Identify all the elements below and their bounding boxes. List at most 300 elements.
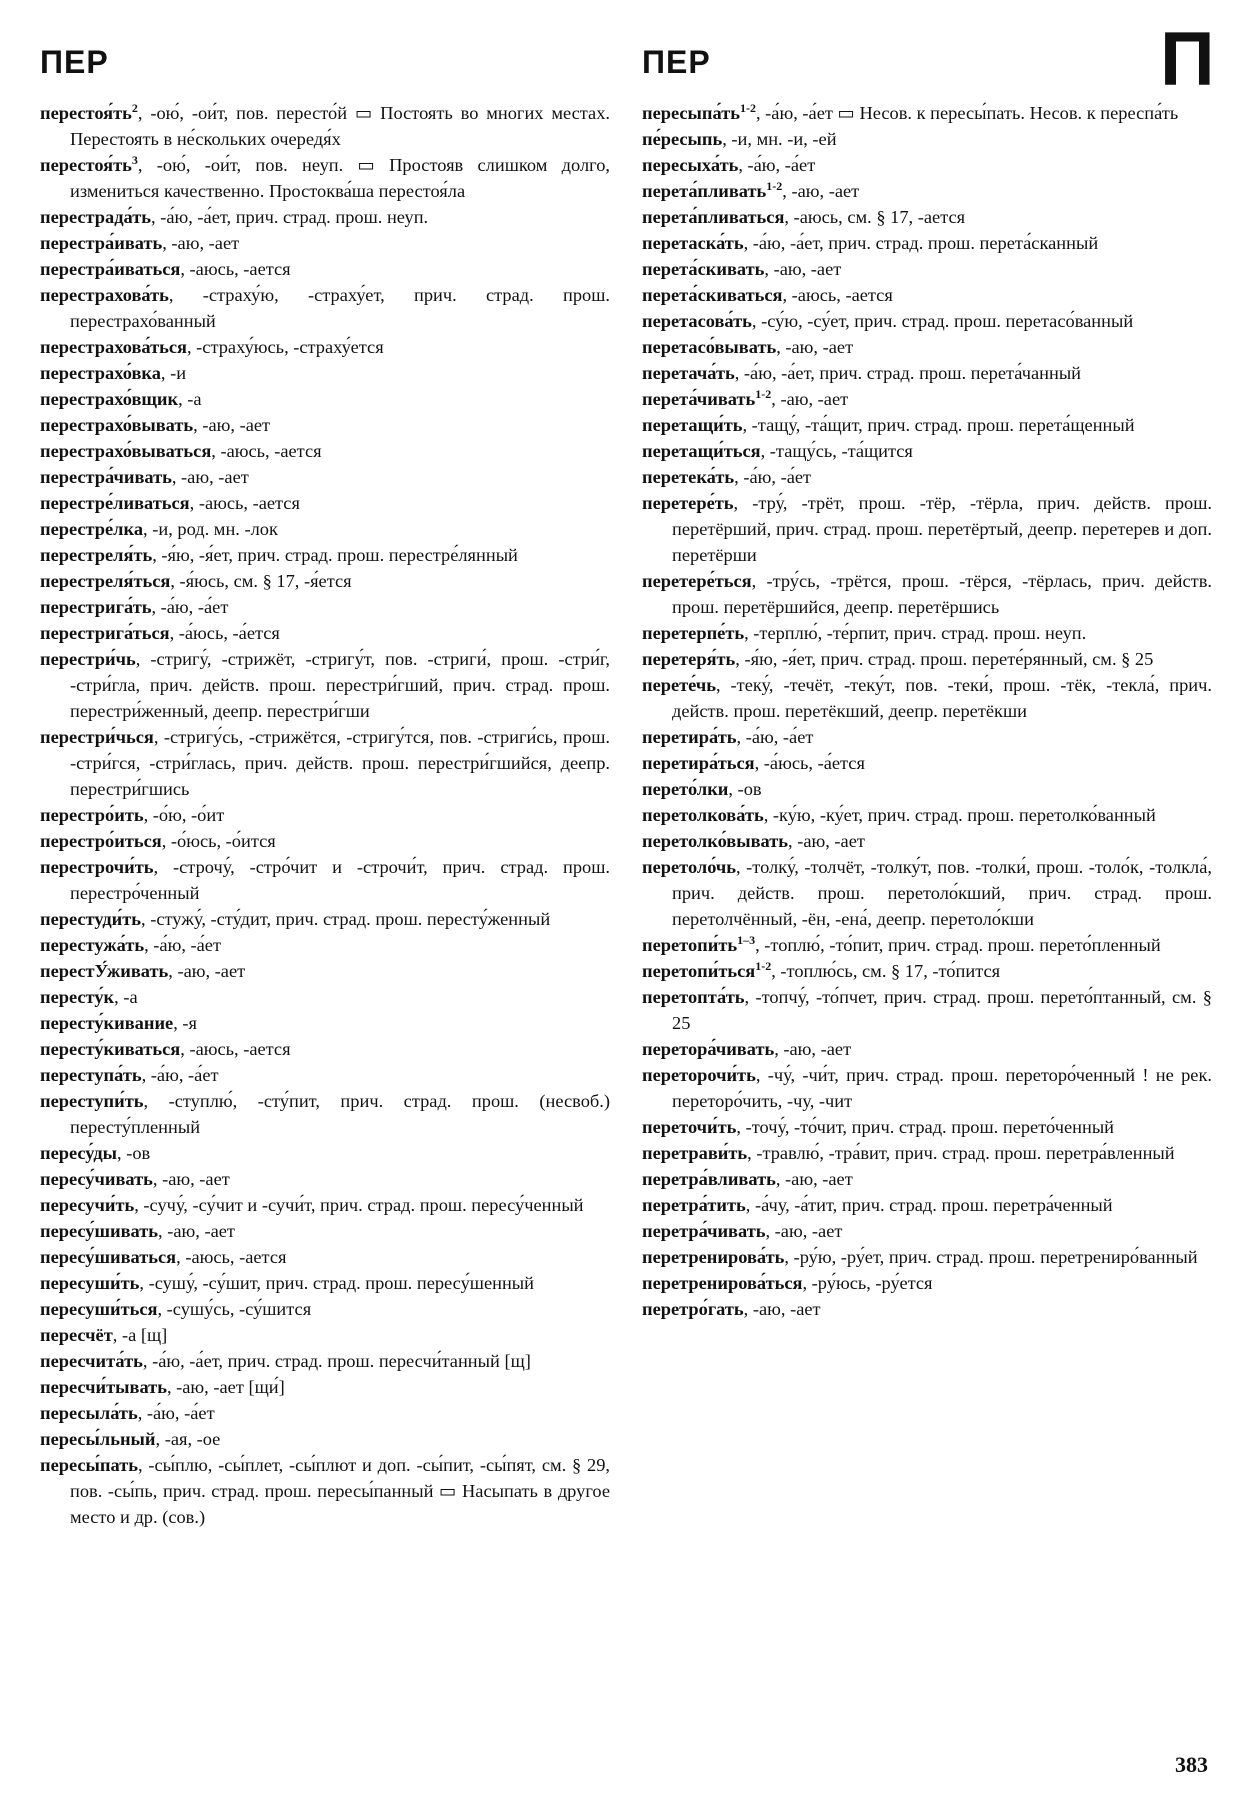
headword-text: перетека́ть [642, 467, 735, 487]
dictionary-entry [40, 646, 610, 724]
entry-body: , -аю, -ает [771, 389, 849, 409]
headword-text: перетренирова́ться [642, 1273, 803, 1293]
dictionary-entry [642, 1270, 1212, 1296]
dictionary-entry [40, 828, 610, 854]
dictionary-entry [642, 230, 1212, 256]
headword-text: перестрига́ть [40, 597, 152, 617]
entry-headword [40, 623, 170, 643]
dictionary-entry [642, 360, 1212, 386]
entry-body: , -аю, -ает [788, 831, 865, 851]
section-letter: П [1160, 17, 1215, 102]
dictionary-entry [40, 1062, 610, 1088]
dictionary-entry [40, 568, 610, 594]
dictionary-entry [642, 958, 1212, 984]
dictionary-entry [642, 256, 1212, 282]
dictionary-entry [642, 412, 1212, 438]
entry-body: , -аю, -ает [193, 415, 271, 435]
dictionary-entry [40, 802, 610, 828]
headword-text: перестри́чься [40, 727, 154, 747]
entry-headword [642, 415, 742, 435]
dictionary-entry [40, 100, 610, 152]
entry-headword [40, 493, 190, 513]
homonym-index: 2 [131, 100, 138, 115]
entry-headword [642, 958, 772, 981]
headword-text: перетащи́ться [642, 441, 761, 461]
entry-headword [40, 415, 193, 435]
entry-body: , -ку́ю, -ку́ет, прич. страд. прош. перетолко́ванный [763, 805, 1156, 825]
entry-headword [642, 1273, 802, 1293]
dictionary-entry [40, 360, 610, 386]
entry-headword [642, 311, 752, 331]
entry-body: , -я́ю, -я́ет, прич. страд. прош. перете́рянный, см. § 25 [735, 649, 1154, 669]
entry-body: , -и, род. мн. -лок [143, 519, 278, 539]
entry-body: , -ов [728, 779, 762, 799]
headword-text: переторочи́ть [642, 1065, 756, 1085]
headword-text: перетра́тить [642, 1195, 746, 1215]
page-number: 383 [1175, 1752, 1208, 1777]
headword-text: пересуши́ться [40, 1299, 158, 1319]
entry-headword [40, 1039, 180, 1059]
dictionary-entry [642, 646, 1212, 672]
dictionary-entry [642, 490, 1212, 568]
headword-text: перестрада́ть [40, 207, 151, 227]
entry-body: , -сушу́сь, -су́шится [157, 1299, 312, 1319]
entry-body: , -тащу́сь, -та́щится [760, 441, 913, 461]
entry-body: , -ов [117, 1143, 151, 1163]
headword-text: пересчёт [40, 1325, 113, 1345]
dictionary-entry [642, 438, 1212, 464]
entry-body: , -ру́ю, -ру́ет, прич. страд. прош. перетрениро́ванный [784, 1247, 1198, 1267]
entry-body: , -сушу́, -су́шит, прич. страд. прош. пересу́шенный [139, 1273, 534, 1293]
entry-body: , -тру́сь, -трётся, прош. -тёрся, -тёрлась, прич. действ. прош. перетёршийся, деепр. перетёршись [672, 571, 1212, 617]
dictionary-entry [40, 1140, 610, 1166]
entry-body: , -ру́юсь, -ру́ется [802, 1273, 933, 1293]
entry-body: , -чу́, -чи́т, прич. страд. прош. переторо́ченный ! не рек. переторо́чить, -чу, -чит [672, 1065, 1212, 1111]
headword-text: пересу́чивать [40, 1169, 153, 1189]
entry-headword [642, 1117, 736, 1137]
entry-body: , -сучу́, -су́чит и -сучи́т, прич. страд. прош. пересу́ченный [134, 1195, 584, 1215]
entry-headword [40, 805, 144, 825]
headword-text: перета́чивать [642, 389, 756, 409]
headword-text: перетора́чивать [642, 1039, 775, 1059]
entry-body: , -сы́плю, -сы́плет, -сы́плют и доп. -сы́пит, -сы́пят, см. § 29, пов. -сы́пь, прич. страд. прош. пересы́панный ▭ Насыпать в другое место и др. (сов.) [70, 1455, 610, 1527]
entry-headword [40, 285, 169, 305]
headword-text: перетасо́вывать [642, 337, 777, 357]
headword-text: перестра́иваться [40, 259, 181, 279]
dictionary-entry [40, 1166, 610, 1192]
headword-text: перетаска́ть [642, 233, 744, 253]
entry-body: , -а́ю, -а́ет, прич. страд. прош. неуп. [151, 207, 429, 227]
headword-text: перестро́иться [40, 831, 162, 851]
left-column [40, 100, 610, 1530]
entry-body: , -а́ю, -а́ет [144, 935, 221, 955]
entry-body: , -терплю́, -те́рпит, прич. страд. прош. неуп. [744, 623, 1087, 643]
entry-body: , -аю, -ает [171, 467, 249, 487]
headword-text: перестрахова́ть [40, 285, 169, 305]
entry-body: , -топчу́, -то́пчет, прич. страд. прош. перето́птанный, см. § 25 [672, 987, 1212, 1033]
homonym-index: 3 [131, 152, 138, 167]
headword-text: перестоя́ть [40, 155, 132, 175]
entry-headword [40, 1013, 173, 1033]
entry-headword [40, 1429, 156, 1449]
dictionary-entry [642, 1218, 1212, 1244]
entry-body: , -а́ю, -а́ет [738, 155, 816, 175]
headword-text: перестре́ливаться [40, 493, 190, 513]
headword-text: пересту́киваться [40, 1039, 181, 1059]
entry-body: , -аюсь, -ается [189, 493, 300, 513]
headword-text: перестрахо́вка [40, 363, 161, 383]
entry-headword [40, 545, 152, 565]
dictionary-entry [40, 256, 610, 282]
headword-text: пересыха́ть [642, 155, 739, 175]
dictionary-entry [40, 1348, 610, 1374]
entry-headword [40, 961, 168, 981]
entry-body: , -а́ю, -а́ет, прич. страд. прош. перета́сканный [743, 233, 1099, 253]
entry-body: , -аю, -ает [764, 259, 842, 279]
headword-text: пересту́кивание [40, 1013, 174, 1033]
dictionary-entry [642, 282, 1212, 308]
entry-body: , -страху́юсь, -страху́ется [186, 337, 384, 357]
entry-body: , -аюсь, -ается [211, 441, 322, 461]
headword-text: пересчи́тывать [40, 1377, 167, 1397]
entry-body: , -тащу́, -та́щит, прич. страд. прош. перета́щенный [742, 415, 1135, 435]
entry-headword [642, 1195, 746, 1215]
entry-headword [40, 1091, 143, 1111]
entry-body: , -аю, -ает [775, 1169, 853, 1189]
headword-text: перетра́вливать [642, 1169, 776, 1189]
entry-body: , -строчу́, -стро́чит и -строчи́т, прич. страд. прош. перестро́ченный [70, 857, 610, 903]
dictionary-entry [642, 126, 1212, 152]
dictionary-entry [642, 308, 1212, 334]
entry-body: , -я́ю, -я́ет, прич. страд. прош. перестре́лянный [152, 545, 518, 565]
entry-body: , -а́ю, -а́ет, прич. страд. прош. перета́чанный [734, 363, 1082, 383]
entry-headword [642, 1039, 774, 1059]
dictionary-entry [40, 1374, 610, 1400]
headword-text: перестри́чь [40, 649, 136, 669]
entry-body: , -аю, -ает [162, 233, 240, 253]
entry-headword [40, 1221, 158, 1241]
dictionary-entry [642, 750, 1212, 776]
entry-body: , -о́ю, -о́ит [143, 805, 225, 825]
entry-body: , -су́ю, -су́ет, прич. страд. прош. перетасо́ванный [751, 311, 1134, 331]
dictionary-entry [642, 100, 1212, 126]
entry-headword [40, 649, 136, 669]
entry-headword [40, 1455, 138, 1475]
entry-headword [40, 831, 162, 851]
headword-text: перетолко́вывать [642, 831, 789, 851]
headword-text: перетасова́ть [642, 311, 752, 331]
entry-body: , -а́юсь, -а́ется [754, 753, 865, 773]
entry-headword [642, 649, 735, 669]
entry-body: , -и [160, 363, 187, 383]
headword-text: перето́лки [642, 779, 729, 799]
dictionary-entry [40, 282, 610, 334]
headword-text: пе́ресыпь [642, 129, 723, 149]
dictionary-entry [40, 1010, 610, 1036]
entry-headword [642, 155, 738, 175]
headword-text: перестреля́ться [40, 571, 171, 591]
dictionary-entry [642, 1114, 1212, 1140]
headword-text: перета́пливаться [642, 207, 785, 227]
dictionary-entry [642, 152, 1212, 178]
entry-headword [40, 1247, 176, 1267]
headword-text: перестрига́ться [40, 623, 170, 643]
entry-body: , -аюсь, -ается [180, 259, 291, 279]
entry-headword [642, 363, 735, 383]
headword-text: переступа́ть [40, 1065, 142, 1085]
headword-text: пересуши́ть [40, 1273, 140, 1293]
entry-headword [40, 935, 144, 955]
entry-body: , -а [178, 389, 202, 409]
headword-text: перетере́ть [642, 493, 734, 513]
dictionary-entry [642, 724, 1212, 750]
entry-headword [642, 1169, 776, 1189]
headword-text: пересу́ды [40, 1143, 117, 1163]
headword-text: перестужа́ть [40, 935, 145, 955]
homonym-index: 1–3 [737, 932, 756, 947]
headword-text: перестреля́ть [40, 545, 153, 565]
headword-text: перетира́ть [642, 727, 737, 747]
entry-headword [40, 727, 154, 747]
entry-body: , -аю, -ает [776, 337, 854, 357]
entry-body: , -а́ю, -а́ет [137, 1403, 215, 1423]
entry-headword [40, 571, 170, 591]
dictionary-entry [642, 672, 1212, 724]
headword-text: перетира́ться [642, 753, 755, 773]
entry-headword [642, 493, 734, 513]
dictionary-entry [642, 1166, 1212, 1192]
entry-headword [40, 363, 161, 383]
dictionary-entry [40, 1452, 610, 1530]
headword-text: перета́скиваться [642, 285, 783, 305]
entry-headword [642, 727, 737, 747]
entry-headword [642, 779, 728, 799]
entry-headword [642, 233, 744, 253]
entry-headword [642, 178, 783, 201]
dictionary-entry [40, 984, 610, 1010]
entry-body: , -топлю́, -то́пит, прич. страд. прош. перето́пленный [755, 935, 1161, 955]
entry-headword [40, 1169, 153, 1189]
dictionary-entry [40, 1270, 610, 1296]
entry-headword [40, 337, 187, 357]
headword-text: перестрахо́вывать [40, 415, 194, 435]
dictionary-entry [40, 854, 610, 906]
entry-body: , -травлю́, -тра́вит, прич. страд. прош. перетра́вленный [747, 1143, 1175, 1163]
entry-body: , -а́ю, -а́ет [736, 727, 814, 747]
headword-text: перетача́ть [642, 363, 735, 383]
entry-body: , -ою́, -ои́т, пов. неуп. ▭ Простояв слишком долго, измениться качественно. Простоква́ша перестоя́ла [70, 155, 610, 201]
homonym-index: 1-2 [755, 386, 772, 401]
entry-headword [642, 467, 734, 487]
entry-body: , -а [114, 987, 138, 1007]
headword-text: перестро́ить [40, 805, 144, 825]
entry-headword [40, 597, 151, 617]
headword-text: перестрахо́вываться [40, 441, 212, 461]
entry-headword [642, 207, 784, 227]
dictionary-entry [40, 724, 610, 802]
headword-text: перестре́лка [40, 519, 144, 539]
headword-text: перетопи́ться [642, 961, 756, 981]
dictionary-entry [642, 1192, 1212, 1218]
dictionary-entry [40, 516, 610, 542]
entry-body: , -ая, -ое [155, 1429, 221, 1449]
headword-text: перетопта́ть [642, 987, 745, 1007]
headword-text: перета́пливать [642, 181, 767, 201]
entry-headword [642, 285, 782, 305]
dictionary-entry [40, 464, 610, 490]
dictionary-entry [642, 1296, 1212, 1322]
entry-headword [642, 1065, 756, 1085]
headword-text: перестуди́ть [40, 909, 142, 929]
entry-headword [642, 337, 776, 357]
entry-body: , -аю, -ает [щи́] [166, 1377, 285, 1397]
headword-text: перетопи́ть [642, 935, 738, 955]
entry-body: , -я [173, 1013, 197, 1033]
entry-headword [40, 441, 211, 461]
entry-body: , -теку́, -течёт, -теку́т, пов. -теки́, прош. -тёк, -текла́, прич. действ. прош. перетёкший, деепр. перетёкши [672, 675, 1212, 721]
entry-body: , -стужу́, -сту́дит, прич. страд. прош. пересту́женный [141, 909, 551, 929]
headword-text: перестрахова́ться [40, 337, 187, 357]
entry-body: , -ступлю́, -сту́пит, прич. страд. прош. (несвоб.) пересту́пленный [70, 1091, 610, 1137]
headword-text: перетоло́чь [642, 857, 737, 877]
entry-headword [40, 152, 138, 175]
headword-text: перетерпе́ть [642, 623, 745, 643]
entry-body: , -тру́, -трёт, прош. -тёр, -тёрла, прич. действ. прош. перетёрший, прич. страд. прош. перетёртый, деепр. перетерев и доп. перетёрши [672, 493, 1212, 565]
entry-body: , -топлю́сь, см. § 17, -то́пится [771, 961, 1001, 981]
headword-text: перестоя́ть [40, 103, 132, 123]
headword-text: перестрахо́вщик [40, 389, 179, 409]
entry-headword [642, 259, 764, 279]
dictionary-entry [40, 958, 610, 984]
dictionary-entry [40, 1036, 610, 1062]
dictionary-entry [40, 1218, 610, 1244]
headword-text: пересыла́ть [40, 1403, 138, 1423]
entry-body: , -а́ю, -а́ет ▭ Несов. к пересы́пать. Несов. к переспа́ть [755, 103, 1179, 123]
entry-headword [642, 1143, 747, 1163]
entry-headword [40, 987, 114, 1007]
entry-body: , -аю, -ает [765, 1221, 843, 1241]
dictionary-entry [40, 1400, 610, 1426]
entry-body: , -аюсь, -ается [180, 1039, 291, 1059]
entry-body: , -страху́ю, -страху́ет, прич. страд. прош. перестрахо́ванный [70, 285, 610, 331]
dictionary-entry [642, 854, 1212, 932]
entry-body: , -толку́, -толчёт, -толку́т, пов. -толки́, прош. -толо́к, -толкла́, прич. действ. прош. перетоло́кший, прич. страд. прош. перетолчённый, -ён, -ена́, деепр. перетоло́кши [672, 857, 1212, 929]
entry-headword [40, 467, 172, 487]
headword-text: пересы́пать [40, 1455, 138, 1475]
headword-text: пересу́шиваться [40, 1247, 177, 1267]
headword-text: перетолкова́ть [642, 805, 764, 825]
entry-headword [40, 1273, 139, 1293]
headword-text: переточи́ть [642, 1117, 737, 1137]
headword-text: перетрави́ть [642, 1143, 748, 1163]
dictionary-entry [40, 230, 610, 256]
entry-headword [40, 207, 151, 227]
headword-text: перетренирова́ть [642, 1247, 785, 1267]
dictionary-entry [642, 828, 1212, 854]
entry-body: , -а́ю, -а́ет [141, 1065, 219, 1085]
dictionary-entry [40, 594, 610, 620]
dictionary-entry [642, 802, 1212, 828]
entry-body: , -аюсь, -ается [176, 1247, 287, 1267]
entry-headword [40, 1195, 134, 1215]
entry-headword [642, 857, 736, 877]
headword-text: перета́скивать [642, 259, 765, 279]
dictionary-entry [642, 1036, 1212, 1062]
dictionary-entry [40, 334, 610, 360]
entry-body: , -аю, -ает [743, 1299, 821, 1319]
dictionary-entry [642, 386, 1212, 412]
entry-body: , -аюсь, -ается [782, 285, 893, 305]
dictionary-entry [40, 1192, 610, 1218]
entry-body: , -я́юсь, см. § 17, -я́ется [170, 571, 352, 591]
entry-body: , -а́чу, -а́тит, прич. страд. прош. перетра́ченный [745, 1195, 1113, 1215]
entry-headword [40, 233, 162, 253]
right-column [642, 100, 1212, 1322]
dictionary-entry [40, 386, 610, 412]
headword-text: пересучи́ть [40, 1195, 135, 1215]
headword-text: переступи́ть [40, 1091, 144, 1111]
entry-headword [40, 857, 153, 877]
dictionary-entry [40, 1322, 610, 1348]
dictionary-entry [40, 1244, 610, 1270]
entry-headword [642, 129, 722, 149]
entry-body: , -а́ю, -а́ет [151, 597, 229, 617]
dictionary-entry [40, 1088, 610, 1140]
entry-body: , -аю, -ает [782, 181, 860, 201]
headword-text: пересту́к [40, 987, 115, 1007]
entry-headword [40, 1377, 167, 1397]
dictionary-entry [642, 464, 1212, 490]
entry-body: , -ою́, -ои́т, пов. пересто́й ▭ Постоять во многих местах. Перестоять в не́скольких очередя́х [70, 103, 610, 149]
dictionary-entry [40, 620, 610, 646]
dictionary-entry [642, 178, 1212, 204]
dictionary-entry [40, 932, 610, 958]
headword-text: перестрочи́ть [40, 857, 154, 877]
headword-text: перетеря́ть [642, 649, 736, 669]
headword-text: пересу́шивать [40, 1221, 159, 1241]
entry-headword [40, 909, 141, 929]
entry-headword [40, 1299, 157, 1319]
entry-body: , -аю, -ает [774, 1039, 852, 1059]
entry-body: , -а [щ] [112, 1325, 168, 1345]
entry-headword [642, 831, 788, 851]
headword-text: пересы́льный [40, 1429, 156, 1449]
headword-text: перестра́чивать [40, 467, 172, 487]
headword-text: пересчита́ть [40, 1351, 143, 1371]
dictionary-entry [642, 1244, 1212, 1270]
entry-headword [40, 389, 178, 409]
headword-text: пересыпа́ть [642, 103, 740, 123]
running-head-left: ПЕР [40, 44, 109, 80]
entry-headword [642, 441, 761, 461]
entry-headword [642, 1247, 784, 1267]
headword-text: перестра́ивать [40, 233, 163, 253]
dictionary-entry [40, 1426, 610, 1452]
entry-headword [40, 1403, 138, 1423]
entry-headword [642, 753, 755, 773]
entry-headword [642, 1299, 744, 1319]
entry-headword [642, 675, 716, 695]
entry-headword [642, 1221, 765, 1241]
entry-body: , -и, мн. -и, -ей [722, 129, 837, 149]
homonym-index: 1-2 [739, 100, 756, 115]
entry-body: , -а́ю, -а́ет, прич. страд. прош. пересчи́танный [щ] [142, 1351, 531, 1371]
entry-body: , -о́юсь, -о́ится [161, 831, 276, 851]
entry-headword [642, 932, 756, 955]
dictionary-entry [642, 204, 1212, 230]
entry-headword [40, 1351, 143, 1371]
entry-headword [40, 100, 138, 123]
